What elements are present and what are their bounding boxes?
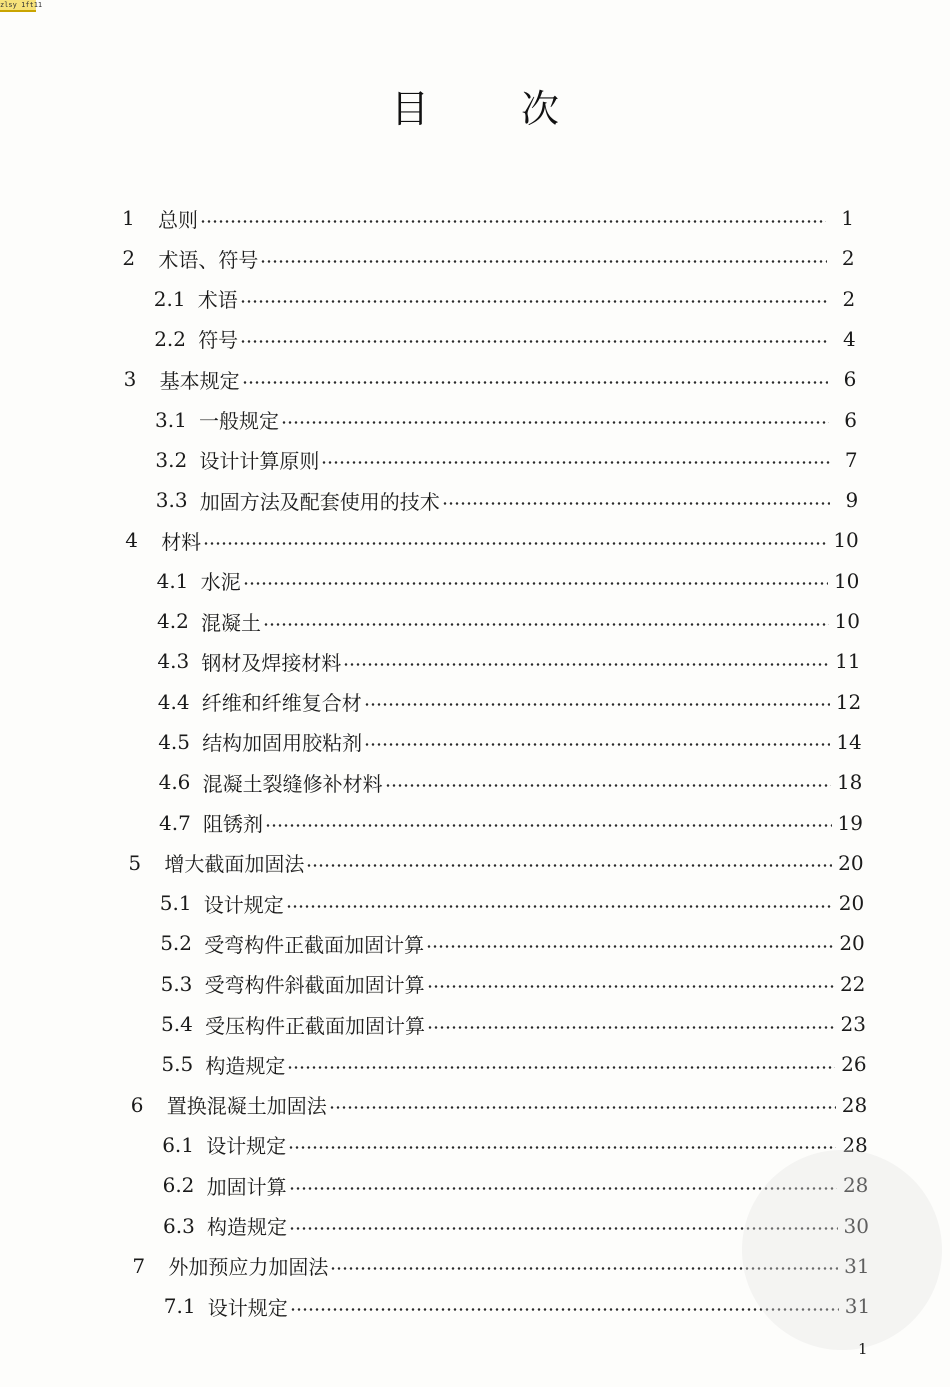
toc-entry-page: 30	[843, 1213, 869, 1238]
toc-entry-title: 设计规定	[206, 1134, 287, 1159]
dot-leader	[306, 864, 832, 867]
toc-entry-number: 2	[122, 246, 136, 271]
toc-entry-page: 28	[842, 1173, 869, 1198]
toc-entry-number: 5.1	[159, 891, 192, 916]
toc-entry[interactable]	[154, 319, 856, 359]
toc-entry-page: 26	[841, 1052, 867, 1077]
toc-entry-number: 6.3	[163, 1213, 195, 1238]
dot-leader	[203, 542, 827, 545]
toc-entry-number: 4.7	[159, 810, 191, 835]
toc-entry-page: 4	[843, 326, 856, 351]
toc-entry[interactable]	[122, 238, 854, 278]
toc-entry[interactable]	[162, 1125, 868, 1165]
toc-entry-title: 增大截面加固法	[164, 852, 305, 877]
toc-entry-page: 31	[844, 1253, 870, 1278]
toc-entry-number: 5.5	[161, 1052, 194, 1077]
dot-leader	[265, 824, 832, 827]
toc-entry-title: 混凝土	[201, 610, 261, 635]
toc-entry-page: 31	[844, 1294, 871, 1319]
toc-entry-page: 11	[835, 649, 861, 674]
toc-entry-number: 2.1	[153, 286, 186, 311]
toc-entry-title: 钢材及焊接材料	[201, 650, 342, 675]
toc-entry-page: 12	[835, 689, 862, 714]
toc-entry-page: 20	[838, 850, 864, 875]
toc-entry-title: 设计规定	[203, 892, 284, 917]
toc-entry[interactable]	[157, 601, 860, 641]
toc-entry-page: 28	[842, 1132, 868, 1157]
dot-leader	[286, 905, 833, 908]
toc-entry-number: 4	[125, 528, 138, 553]
page-title: 目 次	[390, 87, 600, 131]
toc-entry-number: 2.2	[154, 326, 186, 351]
toc-entry[interactable]	[155, 400, 857, 440]
toc-entry-page: 10	[833, 568, 860, 593]
watermark-stamp	[742, 1150, 942, 1350]
toc-entry-title: 外加预应力加固法	[168, 1255, 329, 1280]
toc-entry-page: 9	[845, 488, 859, 513]
toc-entry-number: 6.1	[162, 1132, 194, 1157]
toc-entry-number: 4.3	[157, 649, 190, 674]
toc-entry[interactable]	[161, 1004, 866, 1044]
dot-leader	[427, 985, 834, 988]
dot-leader	[385, 784, 831, 787]
toc-entry-title: 构造规定	[205, 1053, 286, 1078]
toc-entry[interactable]	[158, 682, 861, 722]
toc-entry-number: 7.1	[163, 1294, 196, 1319]
toc-entry-page: 10	[833, 528, 859, 553]
dot-leader	[242, 381, 829, 384]
toc-entry-title: 阻锈剂	[203, 812, 263, 836]
toc-entry[interactable]	[155, 440, 857, 480]
toc-entry[interactable]	[131, 1085, 867, 1125]
toc-entry-title: 符号	[198, 328, 239, 353]
toc-entry-number: 7	[132, 1253, 146, 1278]
dot-leader	[364, 743, 830, 746]
toc-entry-number: 4.1	[156, 568, 189, 593]
toc-entry[interactable]	[160, 883, 864, 923]
toc-entry-page: 14	[836, 729, 862, 754]
dot-leader	[240, 340, 828, 343]
toc-entry-page: 28	[841, 1092, 868, 1117]
toc-entry-title: 加固计算	[206, 1174, 287, 1199]
dot-leader	[243, 582, 828, 585]
dot-leader	[426, 945, 833, 948]
toc-entry-number: 6.2	[162, 1173, 195, 1198]
toc-entry-title: 设计计算原则	[199, 449, 320, 474]
dot-leader	[343, 663, 829, 666]
toc-entry-page: 2	[842, 286, 856, 311]
toc-entry[interactable]	[160, 923, 865, 963]
toc-entry[interactable]	[125, 520, 859, 560]
toc-entry-number: 5.3	[160, 971, 193, 996]
dot-leader	[240, 300, 827, 303]
dot-leader	[281, 421, 829, 424]
dot-leader	[442, 502, 830, 505]
toc-entry-title: 结构加固用胶粘剂	[202, 731, 363, 756]
toc-entry[interactable]	[158, 722, 862, 762]
toc-entry-title: 术语、符号	[158, 247, 259, 272]
toc-entry-title: 水泥	[200, 570, 241, 595]
toc-entry[interactable]	[156, 480, 858, 520]
toc-entry[interactable]	[159, 803, 863, 843]
toc-entry-page: 19	[837, 810, 863, 835]
toc-entry-page: 6	[843, 367, 857, 392]
dot-leader	[321, 461, 829, 464]
toc-entry-number: 3.3	[155, 488, 188, 513]
page-number: 1	[858, 1340, 868, 1358]
dot-leader	[260, 260, 826, 263]
toc-entry-title: 加固方法及配套使用的技术	[199, 489, 440, 514]
toc-entry-number: 1	[122, 206, 135, 230]
toc-entry-number: 4.2	[157, 609, 189, 633]
dot-leader	[288, 1146, 836, 1149]
toc-entry-page: 22	[839, 971, 866, 996]
toc-entry-title: 受弯构件斜截面加固计算	[204, 973, 425, 998]
toc-entry-page: 7	[844, 447, 858, 472]
toc-entry-title: 构造规定	[207, 1215, 287, 1239]
dot-leader	[290, 1308, 839, 1311]
toc-entry[interactable]	[161, 964, 866, 1004]
toc-entry[interactable]	[159, 762, 863, 802]
toc-entry-number: 4.6	[158, 770, 191, 795]
toc-entry-title: 混凝土裂缝修补材料	[202, 771, 383, 796]
toc-entry-title: 术语	[197, 288, 238, 313]
toc-entry-title: 一般规定	[199, 409, 279, 433]
toc-entry-number: 3.2	[155, 447, 188, 472]
dot-leader	[287, 1066, 835, 1069]
toc-entry-number: 5.2	[160, 931, 192, 956]
toc-entry-number: 6	[130, 1092, 144, 1117]
toc-entry-page: 2	[841, 246, 855, 271]
toc-entry-title: 设计规定	[207, 1295, 288, 1320]
toc-entry[interactable]	[124, 359, 857, 399]
toc-entry-title: 受压构件正截面加固计算	[205, 1013, 425, 1038]
toc-entry-title: 材料	[161, 529, 202, 554]
dot-leader	[329, 1106, 836, 1109]
toc-entry-page: 23	[840, 1012, 866, 1036]
toc-entry[interactable]	[128, 843, 863, 883]
dot-leader	[289, 1187, 837, 1190]
toc-entry-title: 纤维和纤维复合材	[201, 691, 362, 716]
toc-entry-title: 总则	[158, 207, 198, 232]
toc-entry-number: 4.5	[158, 729, 190, 754]
toc-entry-number: 4.4	[157, 689, 190, 714]
toc-entry[interactable]	[161, 1044, 866, 1084]
toc-entry-page: 6	[844, 407, 857, 432]
toc-entry-title: 基本规定	[159, 368, 240, 393]
toc-entry-title: 受弯构件正截面加固计算	[204, 932, 425, 957]
toc-entry-page: 20	[838, 891, 865, 916]
toc-entry[interactable]	[122, 198, 854, 238]
toc-entry[interactable]	[157, 641, 860, 681]
corner-logo: zlsy 1ft11	[0, 0, 36, 12]
toc-entry-number: 5	[128, 850, 142, 875]
toc-entry[interactable]	[154, 279, 855, 319]
toc-entry-page: 1	[841, 206, 854, 230]
dot-leader	[364, 703, 830, 706]
dot-leader	[200, 220, 826, 223]
toc-entry-page: 18	[836, 770, 863, 795]
toc-entry-number: 5.4	[161, 1012, 193, 1036]
toc-entry[interactable]	[157, 561, 860, 601]
dot-leader	[263, 623, 829, 626]
toc-entry-page: 10	[834, 609, 860, 633]
toc-entry-number: 3.1	[155, 407, 187, 432]
dot-leader	[427, 1026, 835, 1029]
toc-entry-title: 置换混凝土加固法	[166, 1094, 327, 1119]
toc-entry-number: 3	[123, 367, 137, 392]
toc-entry-page: 20	[839, 931, 865, 956]
